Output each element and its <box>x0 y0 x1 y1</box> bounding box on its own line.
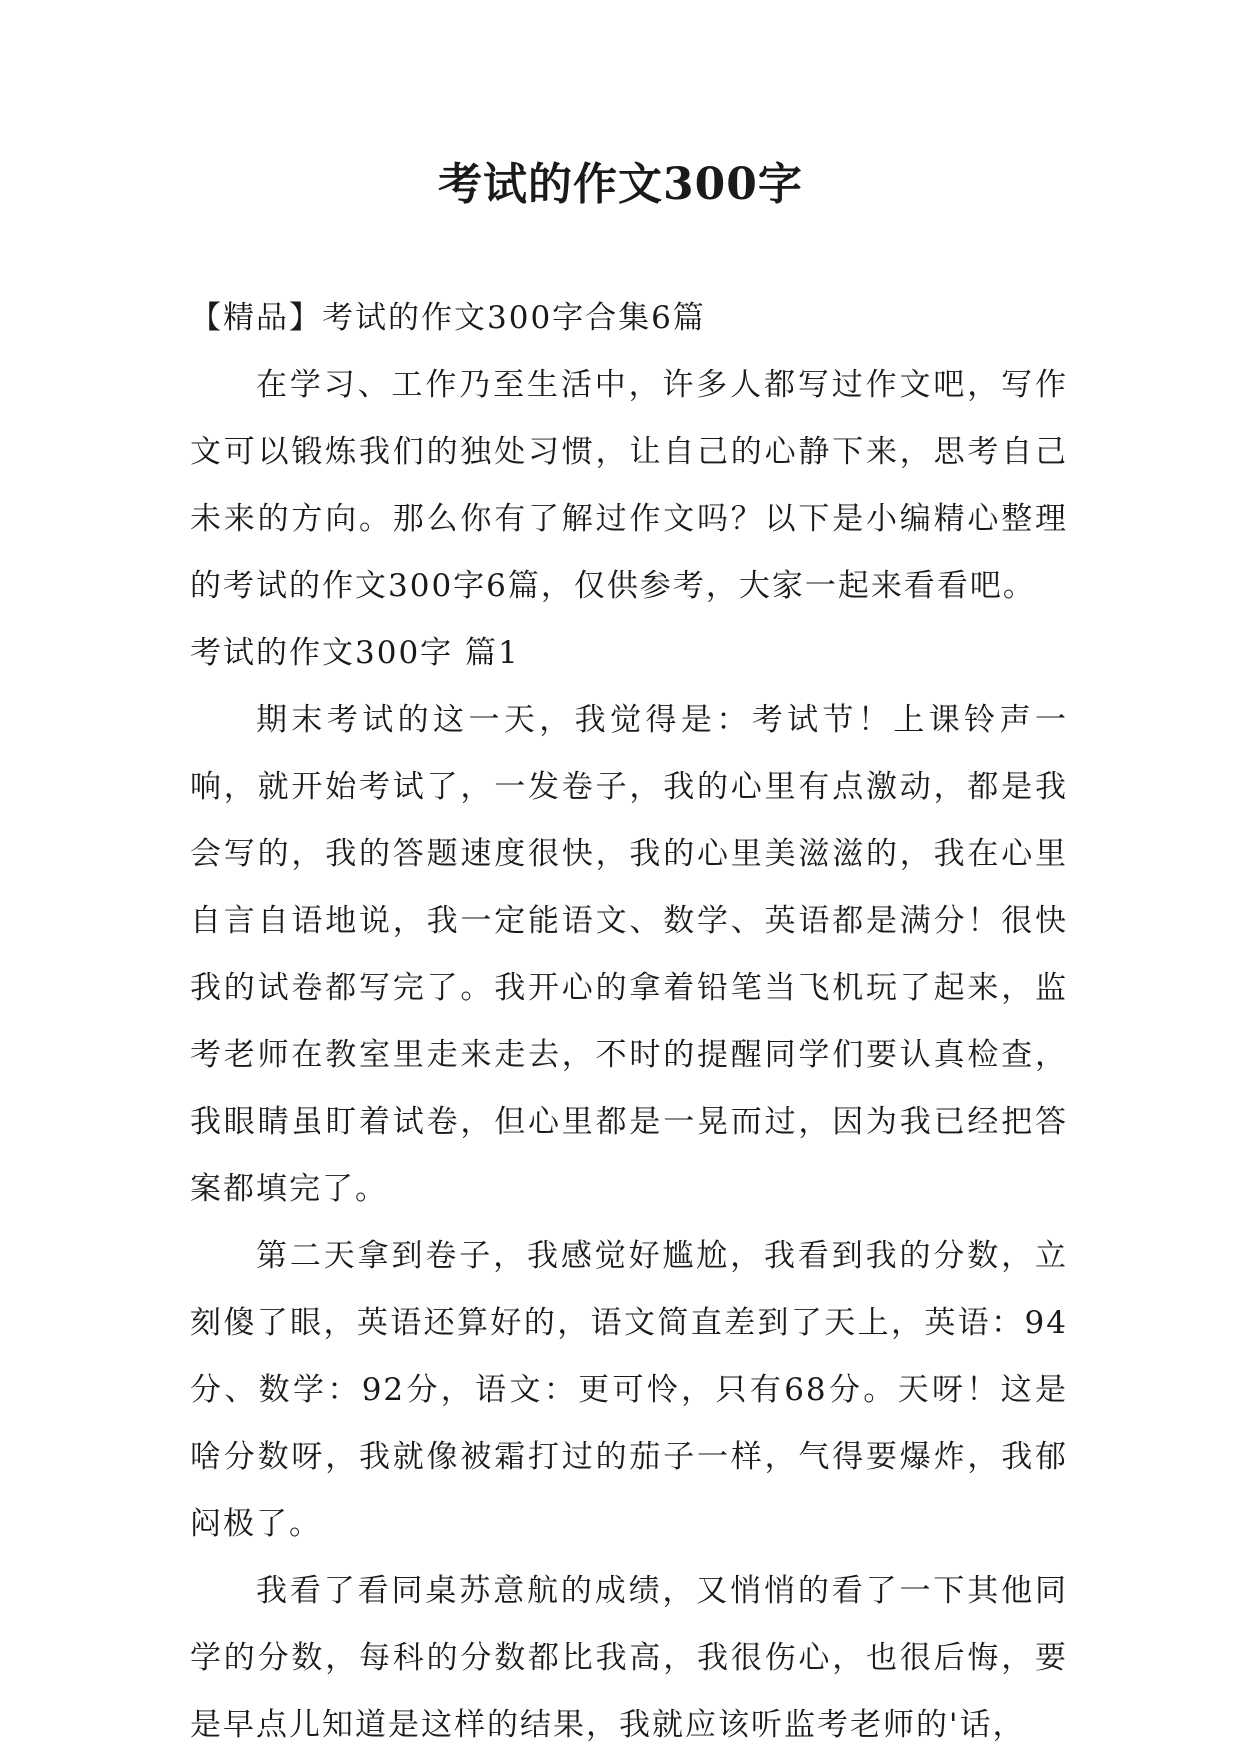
subtitle-line: 【精品】考试的作文300字合集6篇 <box>190 300 706 336</box>
essay-paragraph-3: 我看了看同桌苏意航的成绩，又悄悄的看了一下其他同学的分数，每科的分数都比我高，我很伤心，也很后悔，要是早点儿知道是这样的结果，我就应该听监考老师的'话， <box>190 1573 1068 1743</box>
essay-paragraph-2: 第二天拿到卷子，我感觉好尴尬，我看到我的分数，立刻傻了眼，英语还算好的，语文简直差到了天上，英语：94分、数学：92分，语文：更可怜，只有68分。天呀！这是啥分数呀，我就像被霜打过的茄子一样，气得要爆炸，我郁闷极了。 <box>190 1238 1068 1542</box>
document-title: 考试的作文300字 <box>438 159 803 210</box>
section-heading: 考试的作文300字 篇1 <box>190 635 520 671</box>
intro-paragraph: 在学习、工作乃至生活中，许多人都写过作文吧，写作文可以锻炼我们的独处习惯，让自己的心静下来，思考自己未来的方向。那么你有了解过作文吗？以下是小编精心整理的考试的作文300字6篇，仅供参考，大家一起来看看吧。 <box>190 367 1068 604</box>
document-body <box>190 285 1068 1759</box>
essay-paragraph-1: 期末考试的这一天，我觉得是：考试节！上课铃声一响，就开始考试了，一发卷子，我的心里有点激动，都是我会写的，我的答题速度很快，我的心里美滋滋的，我在心里自言自语地说，我一定能语文、数学、英语都是满分！很快我的试卷都写完了。我开心的拿着铅笔当飞机玩了起来，监考老师在教室里走来走去，不时的提醒同学们要认真检查，我眼睛虽盯着试卷，但心里都是一晃而过，因为我已经把答案都填完了。 <box>190 702 1068 1207</box>
